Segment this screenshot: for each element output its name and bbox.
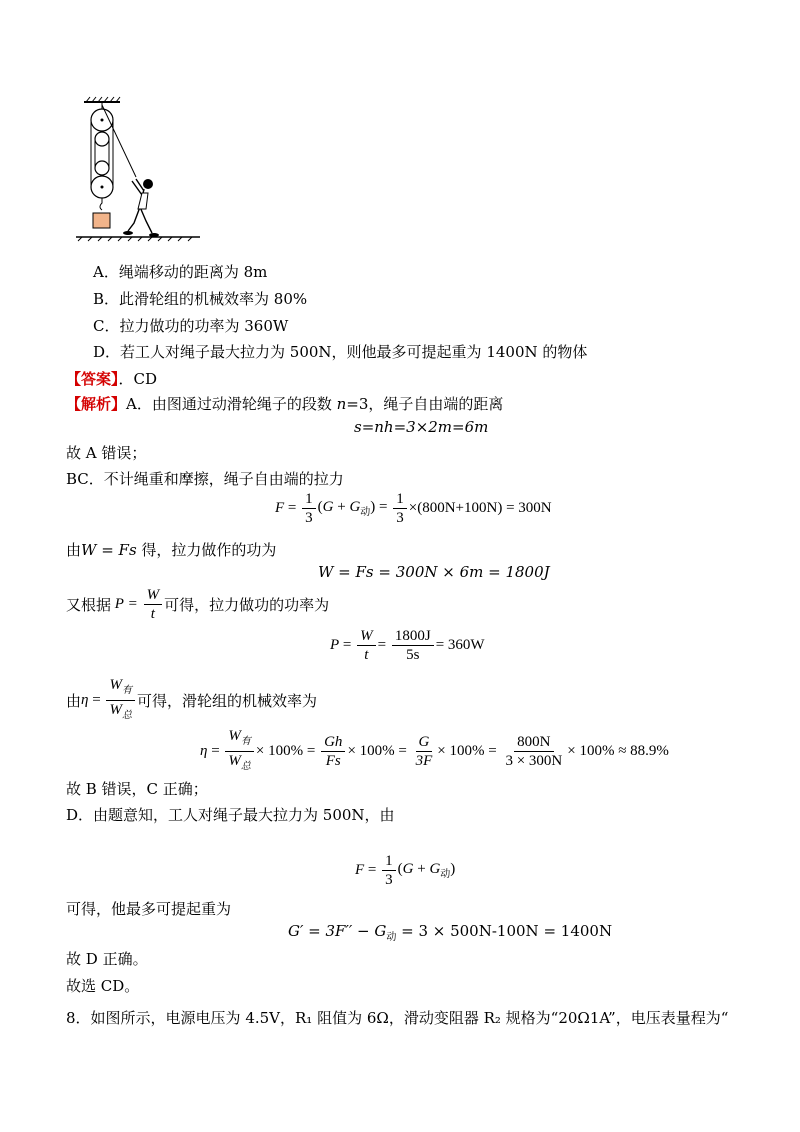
equation-power: P = $\frac{W}{t}$ = $\frac{1800J}{5s}$ = 360W xyxy=(330,628,485,663)
efficiency-line: 由 η = $\frac{W_有}{W_总}$ 可得，滑轮组的机械效率为 xyxy=(66,677,317,721)
option-a: A．绳端移动的距离为 8m xyxy=(93,263,268,281)
option-c: C．拉力做功的功率为 360W xyxy=(93,317,289,335)
equation-distance: s=nh=3×2m=6m xyxy=(354,418,489,436)
work-line: 由W = Fs 得，拉力做作的功为 xyxy=(66,541,277,559)
analysis-label: 【解析】 xyxy=(66,395,127,413)
d-conclusion: 故 D 正确。 xyxy=(66,950,148,968)
equation-max-weight: $G' = 3F'' - G_动 = 3 \times 500N-100N = 1400N$ xyxy=(288,922,613,943)
d-get-line: 可得，他最多可提起重为 xyxy=(66,900,232,918)
d-intro: D．由题意知，工人对绳子最大拉力为 500N，由 xyxy=(66,806,395,824)
analysis-line-1: 【解析】A．由图通过动滑轮绳子的段数 n=3，绳子自由端的距离 xyxy=(66,395,504,413)
answer-label: 【答案】 xyxy=(66,370,119,388)
option-d: D．若工人对绳子最大拉力为 500N，则他最多可提起重为 1400N 的物体 xyxy=(93,343,588,361)
answer-text: ．CD xyxy=(118,370,158,388)
pulley-figure xyxy=(72,95,202,245)
bc-conclusion: 故 B 错误，C 正确； xyxy=(66,780,208,798)
power-line: 又根据 P = $\frac{W}{t}$ 可得，拉力做功的功率为 xyxy=(66,587,330,622)
equation-efficiency: η = $\frac{W_有}{W_总}$ × 100% = $\frac{Gh}{Fs}$ × 100% = $\frac{G}{3F}$ × 100% = $\frac{800N}{3 \times 300N}$ × 100% ≈ 88.9% xyxy=(200,728,669,772)
option-b: B．此滑轮组的机械效率为 80% xyxy=(93,290,308,308)
equation-work: W = Fs = 300N × 6m = 1800J xyxy=(318,563,550,581)
answer-line xyxy=(66,368,157,389)
a-conclusion: 故 A 错误； xyxy=(66,444,147,462)
bc-intro: BC．不计绳重和摩擦，绳子自由端的拉力 xyxy=(66,470,344,488)
next-question: 8．如图所示，电源电压为 4.5V，R₁ 阻值为 6Ω，滑动变阻器 R₂ 规格为“20Ω1A”，电压表量程为“ xyxy=(66,1009,729,1027)
equation-force: F = $\frac{1}{3}$ $(G + G_动)$ = $\frac{1}{3}$ × (800N+100N) = 300N xyxy=(275,491,552,526)
equation-force-d: F = $\frac{1}{3}$ $(G + G_动)$ xyxy=(355,853,456,888)
final-answer: 故选 CD。 xyxy=(66,977,140,995)
